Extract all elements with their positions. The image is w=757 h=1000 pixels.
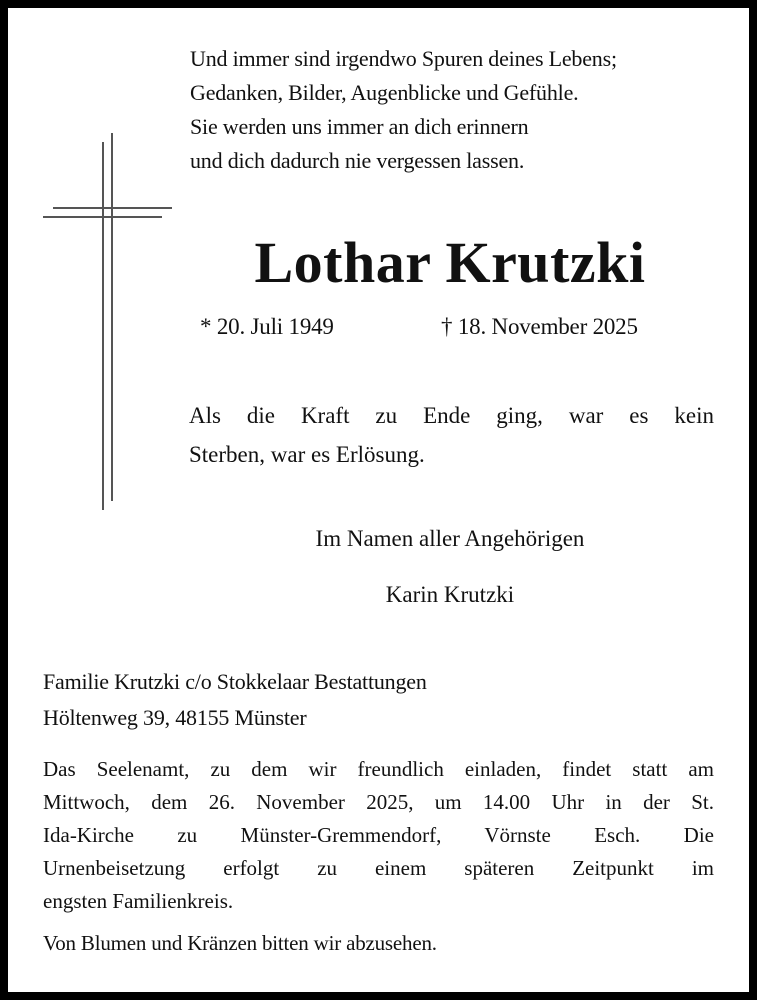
address-line: Familie Krutzki c/o Stokkelaar Bestattungen	[43, 669, 427, 694]
mourner-name: Karin Krutzki	[385, 582, 515, 607]
closing-note: Von Blumen und Kränzen bitten wir abzusehen.	[43, 931, 437, 955]
poem-line: Gedanken, Bilder, Augenblicke und Gefühle.	[190, 80, 579, 105]
service-line: Das Seelenamt, zu dem wir freundlich einladen, findet statt am	[43, 757, 714, 781]
poem-line: und dich dadurch nie vergessen lassen.	[190, 148, 525, 173]
memorial-poem	[190, 42, 617, 178]
service-line: engsten Familienkreis.	[43, 889, 234, 913]
memorial-quote	[189, 396, 714, 474]
deceased-name: Lothar Krutzki	[254, 230, 646, 295]
service-information	[43, 753, 714, 918]
poem-line: Und immer sind irgendwo Spuren deines Lebens;	[190, 46, 617, 71]
quote-line: Sterben, war es Erlösung.	[189, 442, 425, 467]
service-line: Ida-Kirche zu Münster-Gremmendorf, Vörnste Esch. Die	[43, 823, 714, 847]
address-line: Höltenweg 39, 48155 Münster	[43, 705, 307, 730]
poem-line: Sie werden uns immer an dich erinnern	[190, 114, 529, 139]
service-line: Urnenbeisetzung erfolgt zu einem späteren Zeitpunkt im	[43, 856, 714, 880]
birth-date: * 20. Juli 1949	[200, 314, 334, 339]
quote-line: Als die Kraft zu Ende ging, war es kein	[189, 403, 714, 428]
death-date: † 18. November 2025	[441, 314, 638, 339]
service-line: Mittwoch, dem 26. November 2025, um 14.00 Uhr in der St.	[43, 790, 714, 814]
mourners-intro: Im Namen aller Angehörigen	[315, 526, 585, 551]
